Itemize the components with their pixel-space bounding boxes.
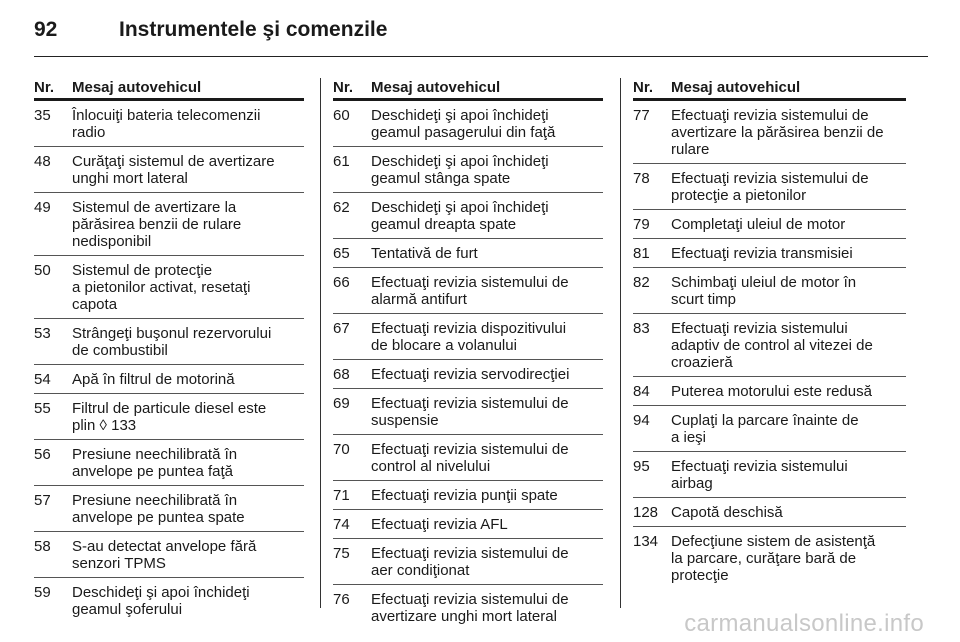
- message-line: senzori TPMS: [72, 555, 166, 572]
- message-text: [72, 199, 304, 250]
- message-number: 55: [34, 400, 51, 417]
- message-line: la parcare, curăţare bară de: [671, 550, 857, 567]
- message-line: Efectuaţi revizia sistemului de: [371, 545, 569, 562]
- message-number: 77: [633, 107, 650, 124]
- table-row: [333, 510, 603, 539]
- message-text: [72, 584, 304, 618]
- table-row: [333, 239, 603, 268]
- message-number: 62: [333, 199, 350, 216]
- header-nr: Nr.: [633, 79, 654, 96]
- column-divider: [320, 78, 321, 608]
- message-line: capota: [72, 296, 118, 313]
- message-line: adaptiv de control al vitezei de: [671, 337, 873, 354]
- message-line: avertizare la părăsirea benzii de: [671, 124, 884, 141]
- message-line: geamul pasagerului din faţă: [371, 124, 556, 141]
- table-header: [333, 78, 603, 101]
- message-line: Efectuaţi revizia sistemului de: [671, 170, 869, 187]
- message-number: 71: [333, 487, 350, 504]
- message-line: părăsirea benzii de rulare: [72, 216, 242, 233]
- table-row: [34, 578, 304, 623]
- message-text: [371, 274, 603, 308]
- message-line: croazieră: [671, 354, 733, 371]
- message-line: Înlocuiţi bateria telecomenzii: [72, 107, 261, 124]
- message-number: 82: [633, 274, 650, 291]
- message-number: 74: [333, 516, 350, 533]
- message-line: anvelope pe puntea faţă: [72, 463, 233, 480]
- message-number: 134: [633, 533, 659, 550]
- message-line: Sistemul de avertizare la: [72, 199, 237, 216]
- message-text: [371, 153, 603, 187]
- message-line: Schimbaţi uleiul de motor în: [671, 274, 857, 291]
- message-number: 59: [34, 584, 51, 601]
- message-number: 75: [333, 545, 350, 562]
- message-text: [72, 446, 304, 480]
- message-text: [671, 107, 906, 158]
- table-row: [333, 435, 603, 481]
- message-line: Puterea motorului este redusă: [671, 383, 872, 400]
- table-row: [633, 268, 906, 314]
- table-row: [34, 365, 304, 394]
- message-line: plin ◊ 133: [72, 417, 137, 434]
- message-text: [671, 458, 906, 492]
- table-row: [34, 193, 304, 256]
- message-table-1: [34, 78, 304, 623]
- message-table-3: [633, 78, 906, 589]
- table-row: [34, 394, 304, 440]
- table-header: [34, 78, 304, 101]
- message-text: [72, 538, 304, 572]
- message-line: Capotă deschisă: [671, 504, 783, 521]
- message-text: [72, 107, 304, 141]
- table-row: [333, 585, 603, 630]
- message-number: 78: [633, 170, 650, 187]
- message-text: [671, 383, 906, 400]
- header-message: Mesaj autovehicul: [371, 79, 501, 96]
- table-row: [633, 101, 906, 164]
- message-number: 54: [34, 371, 51, 388]
- table-row: [34, 486, 304, 532]
- message-line: Deschideţi şi apoi închideţi: [371, 153, 549, 170]
- table-row: [633, 406, 906, 452]
- message-number: 76: [333, 591, 350, 608]
- message-line: protecţie: [671, 567, 729, 584]
- message-text: [72, 492, 304, 526]
- message-number: 94: [633, 412, 650, 429]
- message-text: [371, 591, 603, 625]
- header-nr: Nr.: [34, 79, 55, 96]
- table-row: [333, 481, 603, 510]
- message-text: [671, 504, 906, 521]
- message-table-2: [333, 78, 603, 630]
- table-row: [34, 147, 304, 193]
- message-line: Efectuaţi revizia punţii spate: [371, 487, 558, 504]
- message-number: 65: [333, 245, 350, 262]
- message-line: Defecţiune sistem de asistenţă: [671, 533, 876, 550]
- message-number: 81: [633, 245, 650, 262]
- message-text: [371, 545, 603, 579]
- message-line: anvelope pe puntea spate: [72, 509, 245, 526]
- message-number: 128: [633, 504, 659, 521]
- header-message: Mesaj autovehicul: [671, 79, 801, 96]
- message-line: Presiune neechilibrată în: [72, 446, 238, 463]
- table-row: [633, 498, 906, 527]
- message-line: a ieşi: [671, 429, 707, 446]
- message-number: 35: [34, 107, 51, 124]
- table-row: [34, 532, 304, 578]
- message-line: Efectuaţi revizia sistemului de: [371, 591, 569, 608]
- table-row: [633, 527, 906, 589]
- message-number: 50: [34, 262, 51, 279]
- message-line: airbag: [671, 475, 713, 492]
- message-line: Completaţi uleiul de motor: [671, 216, 846, 233]
- message-line: avertizare unghi mort lateral: [371, 608, 557, 625]
- message-line: radio: [72, 124, 106, 141]
- table-row: [633, 164, 906, 210]
- page-title: Instrumentele şi comenzile: [119, 18, 388, 41]
- message-line: Efectuaţi revizia transmisiei: [671, 245, 853, 262]
- message-text: [371, 199, 603, 233]
- message-number: 60: [333, 107, 350, 124]
- message-number: 70: [333, 441, 350, 458]
- message-line: alarmă antifurt: [371, 291, 467, 308]
- table-row: [34, 319, 304, 365]
- message-line: Apă în filtrul de motorină: [72, 371, 235, 388]
- message-line: protecţie a pietonilor: [671, 187, 807, 204]
- table-row: [333, 193, 603, 239]
- message-text: [371, 245, 603, 262]
- message-line: Filtrul de particule diesel este: [72, 400, 267, 417]
- message-text: [72, 325, 304, 359]
- message-line: Deschideţi şi apoi închideţi: [371, 199, 549, 216]
- message-line: Efectuaţi revizia sistemului de: [371, 441, 569, 458]
- table-row: [333, 360, 603, 389]
- message-text: [671, 412, 906, 446]
- message-text: [371, 441, 603, 475]
- message-line: Sistemul de protecţie: [72, 262, 213, 279]
- message-number: 84: [633, 383, 650, 400]
- message-line: Efectuaţi revizia servodirecţiei: [371, 366, 570, 383]
- message-text: [72, 153, 304, 187]
- message-number: 69: [333, 395, 350, 412]
- table-row: [633, 377, 906, 406]
- message-line: Efectuaţi revizia sistemului de: [671, 107, 869, 124]
- table-header: [633, 78, 906, 101]
- message-text: [371, 107, 603, 141]
- table-row: [34, 256, 304, 319]
- message-line: geamul şoferului: [72, 601, 183, 618]
- message-number: 53: [34, 325, 51, 342]
- message-number: 56: [34, 446, 51, 463]
- header-rule: [34, 56, 928, 57]
- page-number: 92: [34, 18, 58, 41]
- message-line: Efectuaţi revizia sistemului de: [371, 274, 569, 291]
- message-text: [671, 533, 906, 584]
- message-text: [72, 400, 304, 434]
- message-line: Curăţaţi sistemul de avertizare: [72, 153, 275, 170]
- message-number: 58: [34, 538, 51, 555]
- message-line: Efectuaţi revizia dispozitivului: [371, 320, 567, 337]
- message-line: de blocare a volanului: [371, 337, 517, 354]
- table-row: [633, 452, 906, 498]
- message-line: scurt timp: [671, 291, 737, 308]
- message-line: Cuplaţi la parcare înainte de: [671, 412, 859, 429]
- message-number: 48: [34, 153, 51, 170]
- header-message: Mesaj autovehicul: [72, 79, 202, 96]
- header-nr: Nr.: [333, 79, 354, 96]
- message-line: Efectuaţi revizia sistemului: [671, 320, 848, 337]
- message-line: nedisponibil: [72, 233, 152, 250]
- table-row: [34, 440, 304, 486]
- message-text: [671, 245, 906, 262]
- message-text: [371, 320, 603, 354]
- message-text: [371, 516, 603, 533]
- message-text: [72, 371, 304, 388]
- watermark: carmanualsonline.info: [684, 610, 924, 637]
- message-text: [671, 320, 906, 371]
- table-row: [333, 268, 603, 314]
- table-row: [34, 101, 304, 147]
- column-divider: [620, 78, 621, 608]
- message-line: Presiune neechilibrată în: [72, 492, 238, 509]
- message-text: [371, 366, 603, 383]
- table-row: [333, 314, 603, 360]
- message-line: rulare: [671, 141, 710, 158]
- message-line: a pietonilor activat, resetaţi: [72, 279, 251, 296]
- message-line: Strângeţi buşonul rezervorului: [72, 325, 272, 342]
- message-number: 68: [333, 366, 350, 383]
- message-number: 61: [333, 153, 350, 170]
- message-number: 83: [633, 320, 650, 337]
- message-number: 79: [633, 216, 650, 233]
- message-line: Deschideţi şi apoi închideţi: [371, 107, 549, 124]
- message-line: Deschideţi şi apoi închideţi: [72, 584, 250, 601]
- message-text: [671, 216, 906, 233]
- message-text: [72, 262, 304, 313]
- table-row: [333, 389, 603, 435]
- message-number: 57: [34, 492, 51, 509]
- message-line: aer condiţionat: [371, 562, 470, 579]
- message-number: 49: [34, 199, 51, 216]
- message-line: Efectuaţi revizia sistemului: [671, 458, 848, 475]
- table-row: [333, 539, 603, 585]
- message-text: [371, 487, 603, 504]
- page-header: [34, 10, 387, 50]
- message-line: Tentativă de furt: [371, 245, 478, 262]
- message-line: suspensie: [371, 412, 439, 429]
- message-line: Efectuaţi revizia AFL: [371, 516, 508, 533]
- message-line: Efectuaţi revizia sistemului de: [371, 395, 569, 412]
- message-line: unghi mort lateral: [72, 170, 188, 187]
- table-row: [333, 101, 603, 147]
- message-number: 95: [633, 458, 650, 475]
- message-line: geamul stânga spate: [371, 170, 511, 187]
- table-row: [633, 314, 906, 377]
- message-line: geamul dreapta spate: [371, 216, 517, 233]
- message-line: S-au detectat anvelope fără: [72, 538, 257, 555]
- table-row: [633, 210, 906, 239]
- message-number: 67: [333, 320, 350, 337]
- table-row: [333, 147, 603, 193]
- message-number: 66: [333, 274, 350, 291]
- message-line: de combustibil: [72, 342, 168, 359]
- message-line: control al nivelului: [371, 458, 491, 475]
- message-text: [671, 274, 906, 308]
- message-text: [671, 170, 906, 204]
- table-row: [633, 239, 906, 268]
- message-text: [371, 395, 603, 429]
